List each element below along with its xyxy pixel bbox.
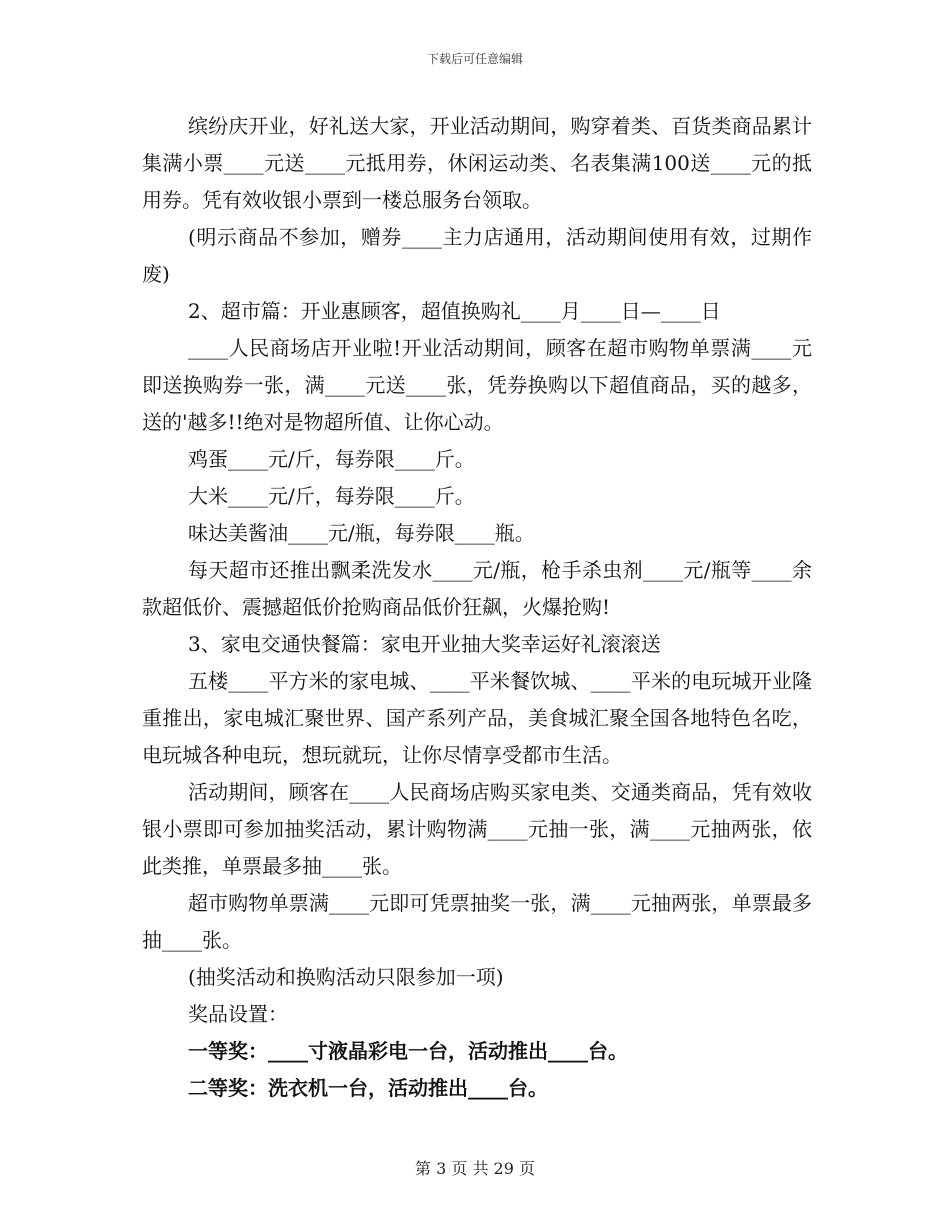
page-footer: 第 3 页 共 29 页 bbox=[415, 1159, 535, 1178]
list-item: 大米____元/斤，每券限____斤。 bbox=[188, 484, 475, 508]
paragraph: 活动期间，顾客在____人民商场店购买家电类、交通类商品，凭有效收银小票即可参加抽奖活动，累计购物满____元抽一张，满____元抽两张，依此类推，单票最多抽____张。 bbox=[142, 780, 812, 878]
paragraph: (明示商品不参加，赠券____主力店通用，活动期间使用有效，过期作废) bbox=[142, 225, 812, 286]
paragraph: 奖品设置： bbox=[188, 1002, 288, 1026]
section-heading: 3、家电交通快餐篇：家电开业抽大奖幸运好礼滚滚送 bbox=[188, 632, 661, 656]
paragraph: 每天超市还推出飘柔洗发水____元/瓶，枪手杀虫剂____元/瓶等____余款超低价、震撼超低价抢购商品低价狂飙，火爆抢购! bbox=[142, 558, 812, 619]
prize-first: 一等奖：____寸液晶彩电一台，活动推出____台。 bbox=[188, 1039, 628, 1063]
paragraph: 超市购物单票满____元即可凭票抽奖一张，满____元抽两张，单票最多抽____张。 bbox=[142, 891, 812, 952]
paragraph: ____人民商场店开业啦!开业活动期间，顾客在超市购物单票满____元即送换购券一张，满____元送____张，凭券换购以下超值商品，买的越多，送的'越多!!绝对是物超所值、让你心动。 bbox=[142, 336, 812, 434]
paragraph: 五楼____平方米的家电城、____平米餐饮城、____平米的电玩城开业隆重推出，家电城汇聚世界、国产系列产品，美食城汇聚全国各地特色名吃，电玩城各种电玩，想玩就玩，让你尽情享受都市生活。 bbox=[142, 669, 812, 767]
list-item: 味达美酱油____元/瓶，每券限____瓶。 bbox=[188, 521, 535, 545]
paragraph: 缤纷庆开业，好礼送大家，开业活动期间，购穿着类、百货类商品累计集满小票____元送____元抵用券，休闲运动类、名表集满100送____元的抵用券。凭有效收银小票到一楼总服务台领取。 bbox=[142, 114, 812, 212]
paragraph: (抽奖活动和换购活动只限参加一项) bbox=[188, 965, 504, 989]
list-item: 鸡蛋____元/斤，每券限____斤。 bbox=[188, 447, 475, 471]
section-heading: 2、超市篇：开业惠顾客，超值换购礼____月____日—____日 bbox=[188, 299, 721, 323]
prize-second: 二等奖：洗衣机一台，活动推出____台。 bbox=[188, 1076, 548, 1100]
page-header: 下载后可任意编辑 bbox=[426, 52, 523, 66]
document-body bbox=[142, 108, 812, 1107]
